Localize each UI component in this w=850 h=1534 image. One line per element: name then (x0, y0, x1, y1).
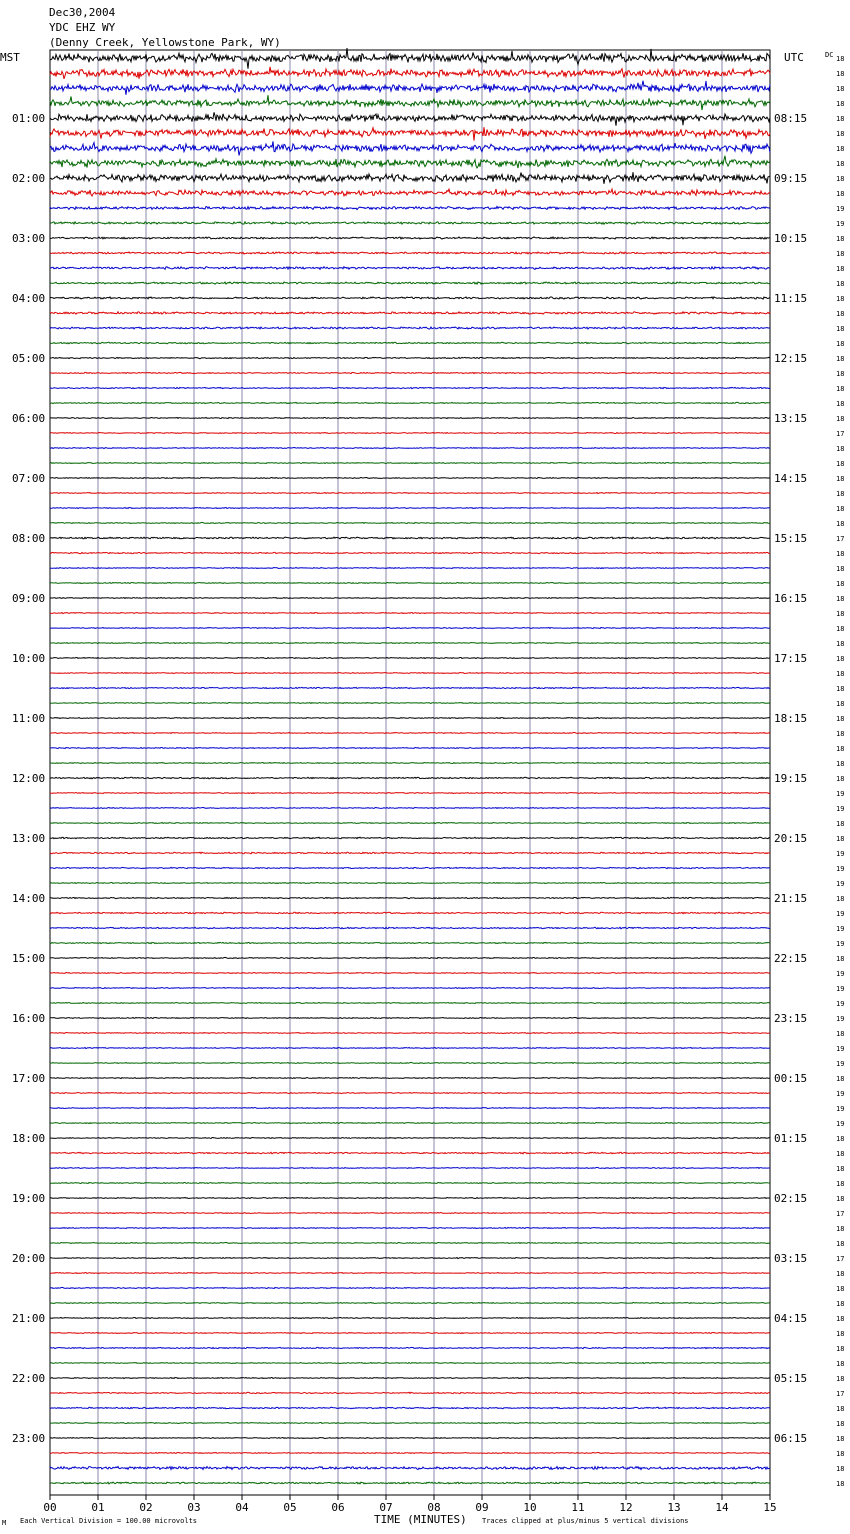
dc-value: 18 (836, 745, 845, 753)
dc-value: 18 (836, 1330, 845, 1338)
dc-value: 19 (836, 940, 845, 948)
right-hour-label: 15:15 (774, 532, 808, 545)
right-hour-label: 10:15 (774, 232, 808, 245)
x-tick-label: 03 (187, 1501, 201, 1514)
dc-value: 18 (836, 580, 845, 588)
scale-note: Each Vertical Division = 100.00 microvolts (20, 1517, 198, 1525)
seismic-trace (50, 883, 770, 884)
right-hour-label: 01:15 (774, 1132, 808, 1145)
dc-value: 18 (836, 460, 845, 468)
left-hour-label: 14:00 (12, 892, 46, 905)
dc-value: 19 (836, 790, 845, 798)
dc-value: 18 (836, 1195, 845, 1203)
dc-value: 18 (836, 1360, 845, 1368)
dc-value: 18 (836, 115, 845, 123)
x-tick-label: 09 (475, 1501, 489, 1514)
right-hour-label: 02:15 (774, 1192, 808, 1205)
left-hour-label: 11:00 (12, 712, 46, 725)
dc-value: 18 (836, 70, 845, 78)
dc-value: 18 (836, 670, 845, 678)
left-hour-label: 18:00 (12, 1132, 46, 1145)
left-hour-label: 19:00 (12, 1192, 46, 1205)
right-hour-label: 04:15 (774, 1312, 808, 1325)
left-hour-label: 17:00 (12, 1072, 46, 1085)
dc-value: 18 (836, 760, 845, 768)
x-tick-label: 12 (619, 1501, 633, 1514)
dc-value: 18 (836, 520, 845, 528)
dc-value: 18 (836, 565, 845, 573)
left-hour-label: 16:00 (12, 1012, 46, 1025)
left-hour-label: 04:00 (12, 292, 46, 305)
corner-mark: M (2, 1519, 7, 1527)
header-location: (Denny Creek, Yellowstone Park, WY) (49, 36, 281, 49)
x-tick-label: 07 (379, 1501, 393, 1514)
dc-value: 18 (836, 385, 845, 393)
dc-value: 18 (836, 280, 845, 288)
dc-value: 18 (836, 265, 845, 273)
dc-value: 19 (836, 1105, 845, 1113)
dc-value: 19 (836, 970, 845, 978)
x-axis-title: TIME (MINUTES) (374, 1513, 467, 1526)
dc-value: 19 (836, 880, 845, 888)
dc-value: 18 (836, 685, 845, 693)
dc-value: 18 (836, 895, 845, 903)
right-hour-label: 09:15 (774, 172, 808, 185)
dc-value: 18 (836, 175, 845, 183)
dc-value: 18 (836, 1345, 845, 1353)
dc-value: 18 (836, 1030, 845, 1038)
seismic-trace (50, 748, 770, 749)
dc-value: 18 (836, 835, 845, 843)
right-hour-label: 20:15 (774, 832, 808, 845)
dc-value: 19 (836, 985, 845, 993)
seismic-trace (50, 1033, 770, 1034)
x-tick-label: 10 (523, 1501, 537, 1514)
dc-value: 18 (836, 400, 845, 408)
right-hour-label: 17:15 (774, 652, 808, 665)
dc-value: 17 (836, 1255, 845, 1263)
dc-value: 19 (836, 850, 845, 858)
dc-column-header: DC (825, 51, 834, 59)
right-timezone-label: UTC (784, 51, 804, 64)
dc-value: 18 (836, 1405, 845, 1413)
dc-value: 18 (836, 445, 845, 453)
dc-value: 18 (836, 1180, 845, 1188)
dc-value: 18 (836, 85, 845, 93)
dc-value: 18 (836, 1465, 845, 1473)
dc-value: 19 (836, 865, 845, 873)
dc-value: 18 (836, 250, 845, 258)
x-tick-label: 00 (43, 1501, 57, 1514)
dc-value: 18 (836, 235, 845, 243)
seismic-trace (50, 658, 770, 659)
left-hour-label: 21:00 (12, 1312, 46, 1325)
dc-value: 19 (836, 1045, 845, 1053)
dc-value: 19 (836, 805, 845, 813)
left-hour-label: 20:00 (12, 1252, 46, 1265)
dc-value: 18 (836, 1240, 845, 1248)
left-hour-label: 05:00 (12, 352, 46, 365)
x-tick-label: 04 (235, 1501, 249, 1514)
dc-value: 18 (836, 1450, 845, 1458)
dc-value: 18 (836, 955, 845, 963)
right-hour-label: 21:15 (774, 892, 808, 905)
clip-note: Traces clipped at plus/minus 5 vertical divisions (482, 1517, 689, 1525)
left-hour-label: 02:00 (12, 172, 46, 185)
right-hour-label: 12:15 (774, 352, 808, 365)
seismic-trace (50, 1273, 770, 1274)
dc-value: 18 (836, 355, 845, 363)
right-hour-label: 06:15 (774, 1432, 808, 1445)
dc-value: 19 (836, 220, 845, 228)
right-hour-label: 03:15 (774, 1252, 808, 1265)
dc-value: 18 (836, 160, 845, 168)
right-hour-label: 22:15 (774, 952, 808, 965)
dc-value: 18 (836, 1315, 845, 1323)
left-hour-label: 06:00 (12, 412, 46, 425)
left-hour-label: 12:00 (12, 772, 46, 785)
dc-value: 18 (836, 610, 845, 618)
x-tick-label: 15 (763, 1501, 777, 1514)
dc-value: 18 (836, 1135, 845, 1143)
dc-value: 18 (836, 415, 845, 423)
dc-value: 19 (836, 925, 845, 933)
dc-value: 18 (836, 625, 845, 633)
header-station: YDC EHZ WY (49, 21, 116, 34)
dc-value: 18 (836, 55, 845, 63)
left-hour-label: 15:00 (12, 952, 46, 965)
dc-value: 19 (836, 1060, 845, 1068)
right-hour-label: 19:15 (774, 772, 808, 785)
dc-value: 17 (836, 1390, 845, 1398)
x-tick-label: 11 (571, 1501, 585, 1514)
dc-value: 18 (836, 1300, 845, 1308)
dc-value: 18 (836, 1270, 845, 1278)
dc-value: 19 (836, 910, 845, 918)
left-hour-label: 07:00 (12, 472, 46, 485)
dc-value: 18 (836, 100, 845, 108)
dc-value: 18 (836, 775, 845, 783)
dc-value: 18 (836, 505, 845, 513)
dc-value: 17 (836, 535, 845, 543)
dc-value: 18 (836, 1075, 845, 1083)
x-tick-label: 01 (91, 1501, 105, 1514)
right-hour-label: 05:15 (774, 1372, 808, 1385)
dc-value: 18 (836, 475, 845, 483)
dc-value: 18 (836, 730, 845, 738)
dc-value: 18 (836, 190, 845, 198)
dc-value: 18 (836, 595, 845, 603)
dc-value: 19 (836, 1090, 845, 1098)
dc-value: 18 (836, 1375, 845, 1383)
dc-value: 18 (836, 325, 845, 333)
dc-value: 18 (836, 1435, 845, 1443)
right-hour-label: 14:15 (774, 472, 808, 485)
left-hour-label: 23:00 (12, 1432, 46, 1445)
left-hour-label: 01:00 (12, 112, 46, 125)
dc-value: 18 (836, 130, 845, 138)
dc-value: 18 (836, 700, 845, 708)
seismic-trace (50, 1123, 770, 1124)
dc-value: 18 (836, 1150, 845, 1158)
left-hour-label: 13:00 (12, 832, 46, 845)
dc-value: 17 (836, 430, 845, 438)
left-hour-label: 10:00 (12, 652, 46, 665)
dc-value: 18 (836, 295, 845, 303)
dc-value: 18 (836, 370, 845, 378)
dc-value: 18 (836, 490, 845, 498)
dc-value: 18 (836, 715, 845, 723)
dc-value: 18 (836, 820, 845, 828)
dc-value: 18 (836, 1225, 845, 1233)
x-tick-label: 02 (139, 1501, 153, 1514)
dc-value: 19 (836, 1015, 845, 1023)
dc-value: 18 (836, 145, 845, 153)
header-date: Dec30,2004 (49, 6, 116, 19)
dc-value: 17 (836, 1210, 845, 1218)
dc-value: 19 (836, 205, 845, 213)
dc-value: 19 (836, 1120, 845, 1128)
x-tick-label: 13 (667, 1501, 681, 1514)
left-hour-label: 09:00 (12, 592, 46, 605)
left-hour-label: 03:00 (12, 232, 46, 245)
dc-value: 18 (836, 550, 845, 558)
right-hour-label: 00:15 (774, 1072, 808, 1085)
dc-value: 18 (836, 340, 845, 348)
dc-value: 18 (836, 655, 845, 663)
right-hour-label: 11:15 (774, 292, 808, 305)
dc-value: 18 (836, 1165, 845, 1173)
x-tick-label: 06 (331, 1501, 345, 1514)
dc-value: 18 (836, 1420, 845, 1428)
right-hour-label: 13:15 (774, 412, 808, 425)
x-tick-label: 14 (715, 1501, 729, 1514)
dc-value: 18 (836, 310, 845, 318)
right-hour-label: 18:15 (774, 712, 808, 725)
x-tick-label: 05 (283, 1501, 297, 1514)
right-hour-label: 23:15 (774, 1012, 808, 1025)
right-hour-label: 08:15 (774, 112, 808, 125)
left-hour-label: 08:00 (12, 532, 46, 545)
dc-value: 18 (836, 1480, 845, 1488)
dc-value: 19 (836, 1000, 845, 1008)
dc-value: 18 (836, 640, 845, 648)
left-hour-label: 22:00 (12, 1372, 46, 1385)
right-hour-label: 16:15 (774, 592, 808, 605)
x-tick-label: 08 (427, 1501, 441, 1514)
left-timezone-label: MST (0, 51, 20, 64)
dc-value: 18 (836, 1285, 845, 1293)
